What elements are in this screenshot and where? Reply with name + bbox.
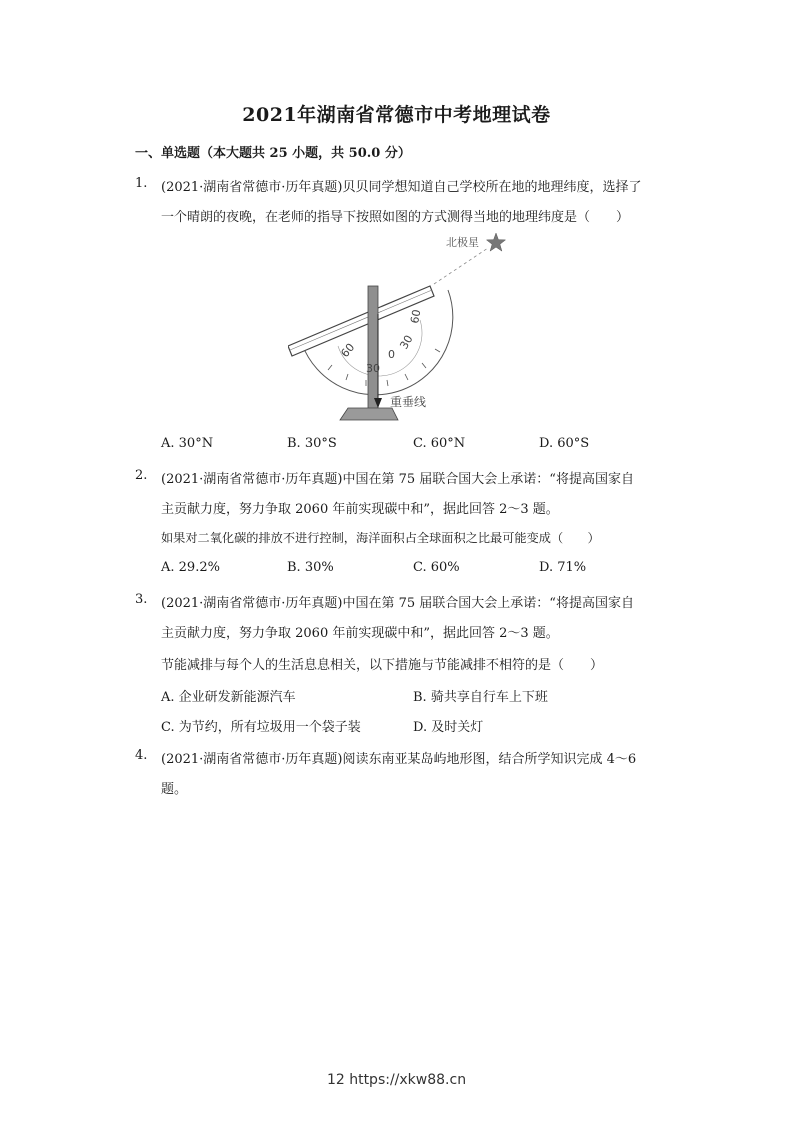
question-2-option-c[interactable]: C. 60% bbox=[413, 560, 460, 575]
question-3-option-a[interactable]: A. 企业研发新能源汽车 bbox=[161, 690, 296, 705]
scale-label: 30 bbox=[366, 362, 380, 375]
question-1-line-1: (2021·湖南省常德市·历年真题)贝贝同学想知道自己学校所在地的地理纬度，选择了 bbox=[161, 180, 642, 195]
question-3-line-2: 主贡献力度，努力争取 2060 年前实现碳中和”，据此回答 2～3 题。 bbox=[161, 626, 559, 641]
question-2-option-b[interactable]: B. 30% bbox=[287, 560, 334, 575]
question-1-option-c[interactable]: C. 60°N bbox=[413, 436, 466, 451]
page-title: 2021年湖南省常德市中考地理试卷 bbox=[242, 104, 551, 126]
question-2-line-1: (2021·湖南省常德市·历年真题)中国在第 75 届联合国大会上承诺：“将提高国家自 bbox=[161, 472, 634, 487]
question-3-line-1: (2021·湖南省常德市·历年真题)中国在第 75 届联合国大会上承诺：“将提高国家自 bbox=[161, 596, 634, 611]
question-2-line-3: 如果对二氧化碳的排放不进行控制，海洋面积占全球面积之比最可能变成（ ） bbox=[161, 531, 600, 545]
question-2-option-d[interactable]: D. 71% bbox=[539, 560, 587, 575]
sight-line bbox=[434, 248, 488, 284]
question-1-option-b[interactable]: B. 30°S bbox=[287, 436, 337, 451]
question-1-option-d[interactable]: D. 60°S bbox=[539, 436, 590, 451]
scale-label: 60 bbox=[408, 308, 424, 325]
scale-label: 30 bbox=[397, 332, 416, 352]
question-2-line-2: 主贡献力度，努力争取 2060 年前实现碳中和”，据此回答 2～3 题。 bbox=[161, 502, 559, 517]
question-3-line-3: 节能减排与每个人的生活息息相关，以下措施与节能减排不相符的是（ ） bbox=[161, 658, 604, 673]
question-3-option-b[interactable]: B. 骑共享自行车上下班 bbox=[413, 690, 548, 705]
star-label: 北极星 bbox=[446, 236, 479, 249]
question-4-line-1: (2021·湖南省常德市·历年真题)阅读东南亚某岛屿地形图，结合所学知识完成 4～6 bbox=[161, 752, 637, 767]
question-3-option-d[interactable]: D. 及时关灯 bbox=[413, 720, 484, 735]
scale-label: 60 bbox=[338, 340, 358, 360]
question-2-option-a[interactable]: A. 29.2% bbox=[161, 560, 220, 575]
vertical-post bbox=[368, 286, 378, 416]
section-heading: 一、单选题（本大题共 25 小题，共 50.0 分） bbox=[135, 146, 411, 161]
page-footer: 12 https://xkw88.cn bbox=[326, 1072, 467, 1088]
question-1-number: 1. bbox=[135, 176, 148, 191]
question-3-option-c[interactable]: C. 为节约，所有垃圾用一个袋子装 bbox=[161, 720, 361, 735]
plumb-label: 重垂线 bbox=[390, 395, 427, 409]
question-1-line-2: 一个晴朗的夜晚，在老师的指导下按照如图的方式测得当地的地理纬度是（ ） bbox=[161, 210, 630, 225]
question-4-number: 4. bbox=[135, 748, 148, 763]
star-icon bbox=[487, 233, 506, 251]
question-4-line-2: 题。 bbox=[161, 782, 188, 797]
question-3-number: 3. bbox=[135, 592, 148, 607]
latitude-measurement-diagram bbox=[288, 228, 514, 428]
question-2-number: 2. bbox=[135, 468, 148, 483]
scale-label: 0 bbox=[388, 348, 395, 361]
stand-base bbox=[340, 408, 398, 420]
question-1-option-a[interactable]: A. 30°N bbox=[161, 436, 214, 451]
